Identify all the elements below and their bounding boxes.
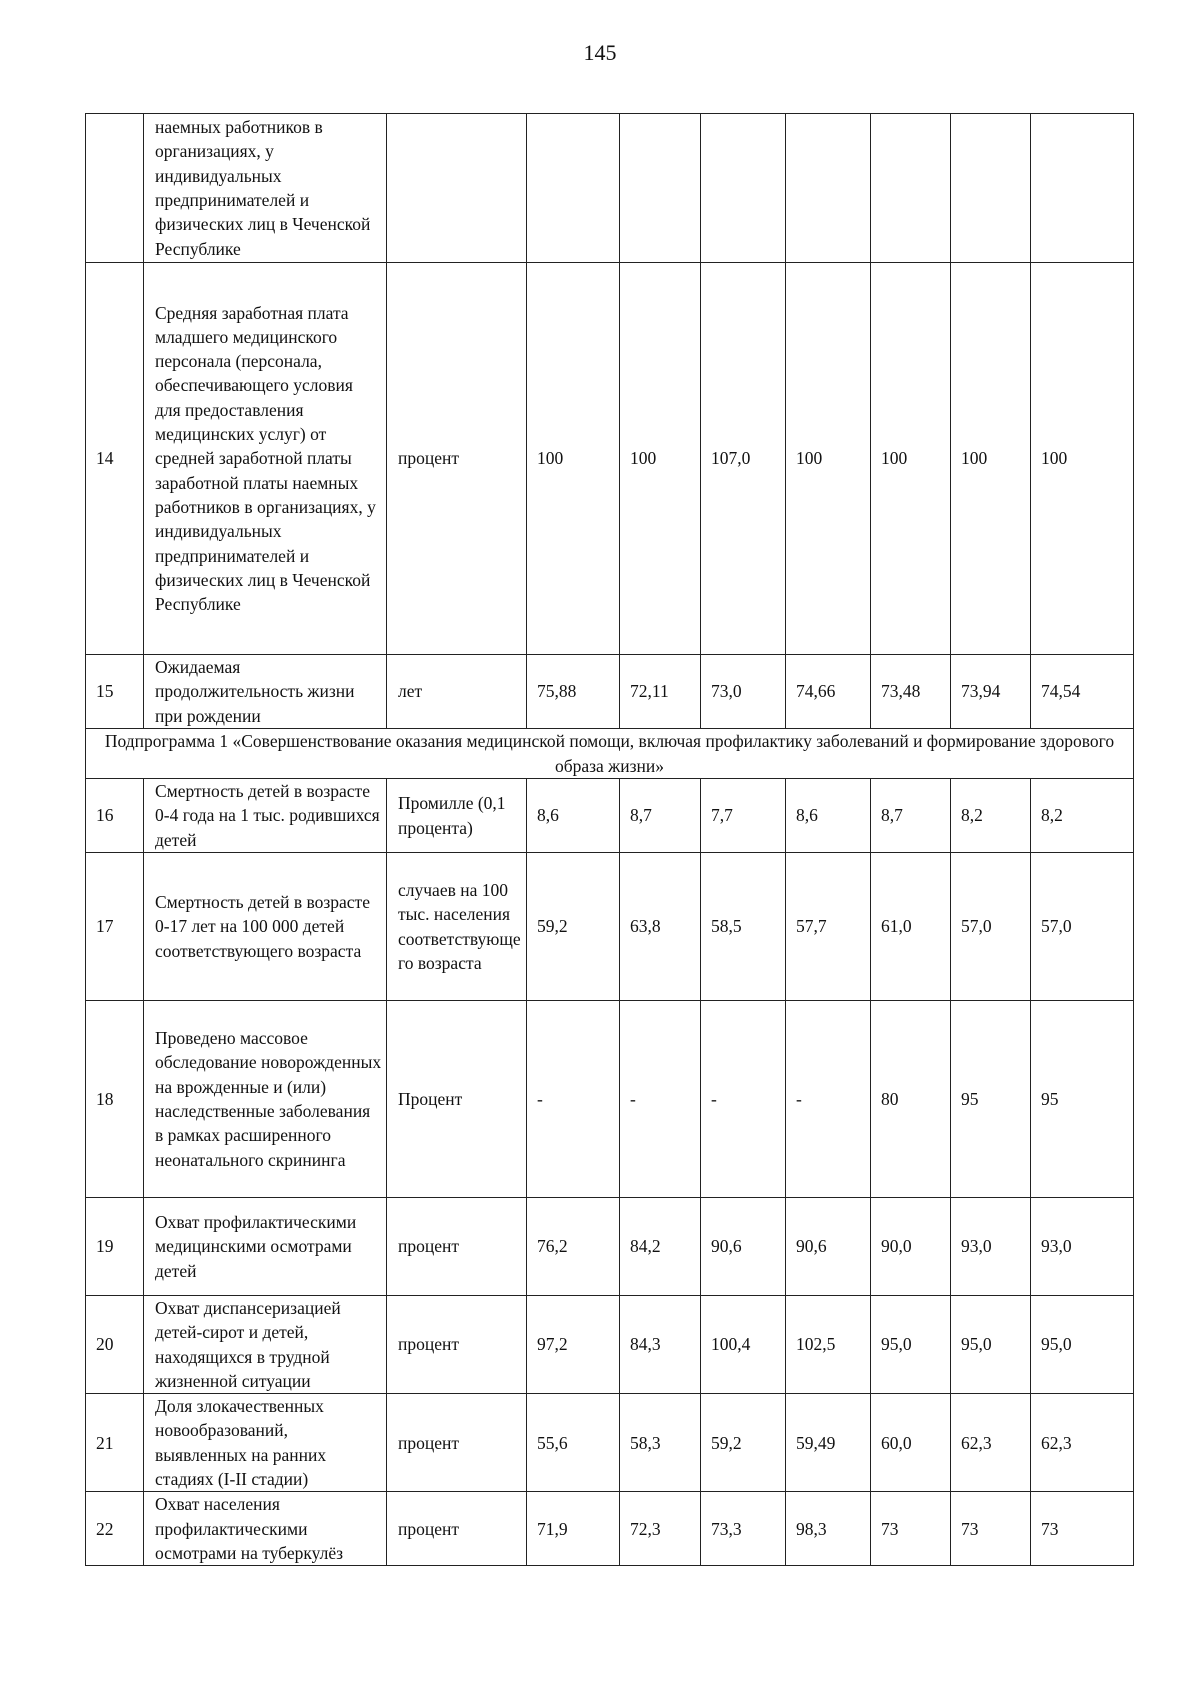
- value-cell: 8,2: [951, 779, 1031, 853]
- value-cell: 8,6: [786, 779, 871, 853]
- unit-cell: Процент: [387, 1001, 527, 1198]
- value-cell: 84,3: [620, 1296, 701, 1394]
- value-cell: 76,2: [527, 1198, 620, 1296]
- unit-cell: процент: [387, 1296, 527, 1394]
- value-cell: 95,0: [1031, 1296, 1134, 1394]
- indicator-name: Доля злокачественных новообразований, выявленных на ранних стадиях (I-II стадии): [144, 1394, 387, 1492]
- value-cell: 74,66: [786, 655, 871, 729]
- value-cell: 73: [1031, 1492, 1134, 1566]
- value-cell: 93,0: [951, 1198, 1031, 1296]
- value-cell: -: [701, 1001, 786, 1198]
- value-cell: 57,0: [1031, 853, 1134, 1001]
- value-cell: 59,2: [527, 853, 620, 1001]
- unit-cell: процент: [387, 263, 527, 655]
- table-row: [86, 853, 1134, 1001]
- row-number: 17: [86, 853, 144, 1001]
- value-cell: 8,7: [871, 779, 951, 853]
- row-number: 20: [86, 1296, 144, 1394]
- value-cell: 84,2: [620, 1198, 701, 1296]
- unit-cell: случаев на 100 тыс. населения соответствующего возраста: [387, 853, 527, 1001]
- unit-cell: процент: [387, 1394, 527, 1492]
- value-cell: 100: [1031, 263, 1134, 655]
- value-cell: [527, 114, 620, 263]
- unit-cell: лет: [387, 655, 527, 729]
- indicator-name: Средняя заработная плата младшего медицинского персонала (персонала, обеспечивающего условия для предоставления медицинских услуг) от средней заработной платы заработной платы наемных работников в организациях, у индивидуальных предпринимателей и физических лиц в Чеченской Республике: [144, 263, 387, 655]
- indicator-name: Ожидаемая продолжительность жизни при рождении: [144, 655, 387, 729]
- value-cell: [871, 114, 951, 263]
- value-cell: 93,0: [1031, 1198, 1134, 1296]
- value-cell: 60,0: [871, 1394, 951, 1492]
- value-cell: 8,6: [527, 779, 620, 853]
- value-cell: 100: [620, 263, 701, 655]
- value-cell: 90,0: [871, 1198, 951, 1296]
- value-cell: 62,3: [951, 1394, 1031, 1492]
- value-cell: 72,11: [620, 655, 701, 729]
- value-cell: 100: [786, 263, 871, 655]
- indicator-name: наемных работников в организациях, у индивидуальных предпринимателей и физических лиц в Чеченской Республике: [144, 114, 387, 263]
- value-cell: 7,7: [701, 779, 786, 853]
- indicator-name: Охват профилактическими медицинскими осмотрами детей: [144, 1198, 387, 1296]
- indicator-name: Смертность детей в возрасте 0-17 лет на 100 000 детей соответствующего возраста: [144, 853, 387, 1001]
- value-cell: 95: [1031, 1001, 1134, 1198]
- row-number: 18: [86, 1001, 144, 1198]
- value-cell: 58,5: [701, 853, 786, 1001]
- value-cell: 61,0: [871, 853, 951, 1001]
- unit-cell: процент: [387, 1492, 527, 1566]
- value-cell: 97,2: [527, 1296, 620, 1394]
- value-cell: -: [620, 1001, 701, 1198]
- value-cell: 73,3: [701, 1492, 786, 1566]
- value-cell: 57,0: [951, 853, 1031, 1001]
- value-cell: 72,3: [620, 1492, 701, 1566]
- table-row: [86, 114, 1134, 263]
- table-row: [86, 1198, 1134, 1296]
- value-cell: 8,7: [620, 779, 701, 853]
- value-cell: 59,2: [701, 1394, 786, 1492]
- page-number: 145: [583, 40, 617, 65]
- table-row: [86, 1492, 1134, 1566]
- indicator-name: Смертность детей в возрасте 0-4 года на 1 тыс. родившихся детей: [144, 779, 387, 853]
- value-cell: 71,9: [527, 1492, 620, 1566]
- value-cell: 95,0: [951, 1296, 1031, 1394]
- table-row: [86, 263, 1134, 655]
- table-row: [86, 779, 1134, 853]
- indicator-name: Охват диспансеризацией детей-сирот и детей, находящихся в трудной жизненной ситуации: [144, 1296, 387, 1394]
- row-number: 15: [86, 655, 144, 729]
- table-row: [86, 655, 1134, 729]
- value-cell: 95,0: [871, 1296, 951, 1394]
- value-cell: 100: [527, 263, 620, 655]
- value-cell: 73,94: [951, 655, 1031, 729]
- value-cell: 90,6: [786, 1198, 871, 1296]
- value-cell: 98,3: [786, 1492, 871, 1566]
- value-cell: [951, 114, 1031, 263]
- value-cell: 73: [871, 1492, 951, 1566]
- row-number: 21: [86, 1394, 144, 1492]
- row-number: 22: [86, 1492, 144, 1566]
- table-row: [86, 1394, 1134, 1492]
- value-cell: 57,7: [786, 853, 871, 1001]
- table-row: [86, 1001, 1134, 1198]
- value-cell: [786, 114, 871, 263]
- value-cell: [620, 114, 701, 263]
- value-cell: 75,88: [527, 655, 620, 729]
- row-number: 14: [86, 263, 144, 655]
- row-number: 19: [86, 1198, 144, 1296]
- value-cell: 59,49: [786, 1394, 871, 1492]
- value-cell: [701, 114, 786, 263]
- subprogram-row: [86, 729, 1134, 779]
- value-cell: 55,6: [527, 1394, 620, 1492]
- table-row: [86, 1296, 1134, 1394]
- value-cell: 100: [871, 263, 951, 655]
- subprogram-title: Подпрограмма 1 «Совершенствование оказания медицинской помощи, включая профилактику заболеваний и формирование здорового образа жизни»: [86, 729, 1134, 779]
- value-cell: [1031, 114, 1134, 263]
- unit-cell: [387, 114, 527, 263]
- value-cell: 74,54: [1031, 655, 1134, 729]
- indicator-name: Проведено массовое обследование новорожденных на врожденные и (или) наследственные заболевания в рамках расширенного неонатального скрининга: [144, 1001, 387, 1198]
- value-cell: 100,4: [701, 1296, 786, 1394]
- value-cell: 80: [871, 1001, 951, 1198]
- value-cell: 8,2: [1031, 779, 1134, 853]
- value-cell: 95: [951, 1001, 1031, 1198]
- indicators-table: [85, 113, 1134, 1566]
- value-cell: 90,6: [701, 1198, 786, 1296]
- unit-cell: Промилле (0,1 процента): [387, 779, 527, 853]
- value-cell: 73,48: [871, 655, 951, 729]
- value-cell: 73: [951, 1492, 1031, 1566]
- value-cell: -: [527, 1001, 620, 1198]
- row-number: 16: [86, 779, 144, 853]
- value-cell: -: [786, 1001, 871, 1198]
- value-cell: 62,3: [1031, 1394, 1134, 1492]
- value-cell: 100: [951, 263, 1031, 655]
- row-number: [86, 114, 144, 263]
- value-cell: 102,5: [786, 1296, 871, 1394]
- value-cell: 107,0: [701, 263, 786, 655]
- unit-cell: процент: [387, 1198, 527, 1296]
- value-cell: 63,8: [620, 853, 701, 1001]
- value-cell: 73,0: [701, 655, 786, 729]
- indicator-name: Охват населения профилактическими осмотрами на туберкулёз: [144, 1492, 387, 1566]
- value-cell: 58,3: [620, 1394, 701, 1492]
